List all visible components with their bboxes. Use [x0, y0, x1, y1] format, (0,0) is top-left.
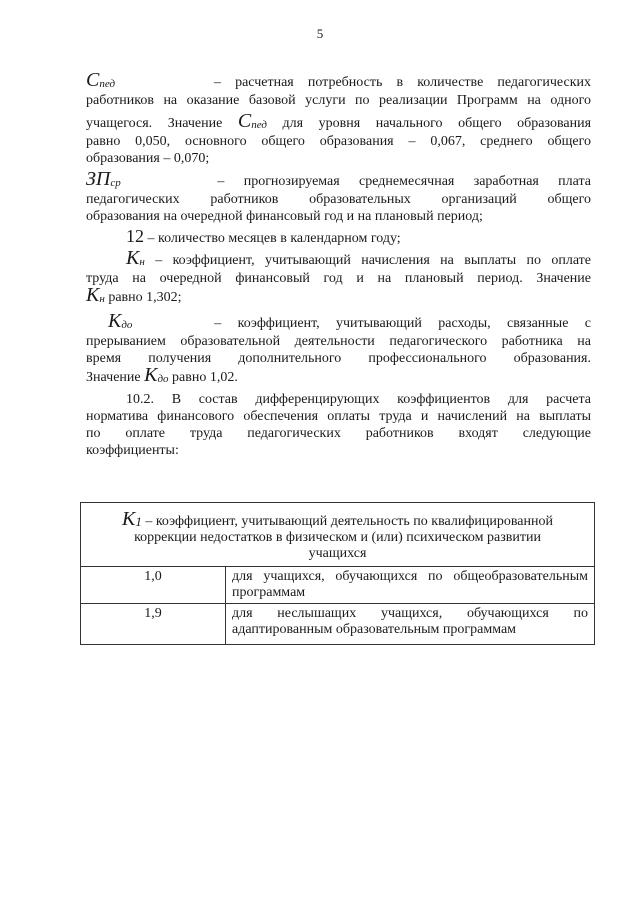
text: учащегося. Значение: [86, 116, 223, 131]
para-10-2-line2: норматива финансового обеспечения оплаты труда и начислений на выплаты: [86, 409, 591, 424]
para-10-2-line4: коэффициенты:: [86, 443, 179, 458]
symbol-sub: н: [99, 293, 105, 305]
text: – прогнозируемая среднемесячная заработная плата: [217, 174, 592, 189]
coefficient-description: [226, 567, 595, 604]
symbol-k: K: [108, 310, 122, 332]
desc-line: для учащихся, обучающихся по общеобразовательным: [232, 569, 588, 584]
symbol-sub: до: [121, 319, 133, 331]
table-row: [81, 567, 595, 604]
def-cped-line1: [86, 69, 592, 92]
def-kn-line3: [86, 284, 591, 307]
text: для уровня начального общего образования: [282, 116, 592, 131]
def-zp-line1: [86, 168, 592, 191]
def-kdo-line1: [86, 310, 591, 333]
def-cped-line3: [86, 110, 592, 133]
def-kdo-line3: время получения дополнительного профессионального образования.: [86, 351, 591, 366]
def-cped-line4: равно 0,050, основного общего образования – 0,067, среднего общего: [86, 134, 591, 149]
symbol-12: 12: [126, 226, 144, 246]
def-kn-line2: труда на очередной финансовый год и на плановый период. Значение: [86, 271, 591, 286]
table-row: [81, 604, 595, 645]
text: – коэффициент, учитывающий расходы, связанные с: [214, 316, 591, 331]
symbol-c: C: [86, 69, 100, 91]
symbol-sub: пед: [251, 119, 267, 131]
def-cped-line2: работников на оказание базовой услуги по реализации Программ на одного: [86, 93, 591, 108]
header-text: учащихся: [308, 546, 367, 561]
table-header: [81, 503, 595, 567]
symbol-k: K: [86, 284, 100, 306]
symbol-sub: 1: [135, 514, 142, 529]
para-10-2-line1: 10.2. В состав дифференцирующих коэффициентов для расчета: [126, 392, 591, 407]
symbol-k: K: [126, 247, 140, 269]
symbol-sub: пед: [99, 78, 116, 90]
text: Значение: [86, 370, 141, 385]
text: – количество месяцев в календарном году;: [147, 231, 401, 246]
def-zp-line2: педагогических работников образовательных организаций общего: [86, 192, 591, 207]
symbol-k: K: [144, 364, 158, 386]
coefficient-table: [80, 502, 595, 645]
def-kn-line1: [86, 247, 592, 270]
text: равно 1,02.: [172, 370, 238, 385]
header-text: – коэффициент, учитывающий деятельность по квалифицированной: [145, 514, 553, 529]
text: – коэффициент, учитывающий начисления на выплаты по оплате: [155, 253, 592, 268]
symbol-sub: н: [139, 256, 145, 268]
symbol-zp: ЗП: [86, 168, 111, 190]
symbol-k: K: [122, 508, 136, 530]
symbol-sub: ср: [110, 177, 121, 189]
coefficient-description: [226, 604, 595, 645]
def-months: [86, 228, 591, 247]
desc-line: адаптированным образовательным программам: [232, 622, 517, 637]
def-cped-line5: образования – 0,070;: [86, 151, 210, 166]
def-kdo-line4: [86, 364, 591, 387]
header-text: коррекции недостатков в физическом и (или) психическом развитии: [134, 530, 541, 545]
page-number: 5: [316, 26, 324, 41]
coefficient-value: 1,0: [81, 567, 226, 604]
document-body: [86, 69, 592, 459]
def-kdo-line2: прерыванием образовательной деятельности педагогического работника на: [86, 334, 591, 349]
def-zp-line3: образования на очередной финансовый год и на плановый период;: [86, 209, 483, 224]
para-10-2-line3: по оплате труда педагогических работников входят следующие: [86, 426, 591, 441]
desc-line: для неслышащих учащихся, обучающихся по: [232, 606, 588, 621]
text: – расчетная потребность в количестве педагогических: [213, 75, 592, 90]
table-header-row: [81, 503, 595, 567]
coefficient-value: 1,9: [81, 604, 226, 645]
symbol-c: C: [237, 110, 252, 132]
text: равно 1,302;: [108, 290, 182, 305]
symbol-sub: до: [157, 373, 169, 385]
desc-line: программам: [232, 585, 306, 600]
